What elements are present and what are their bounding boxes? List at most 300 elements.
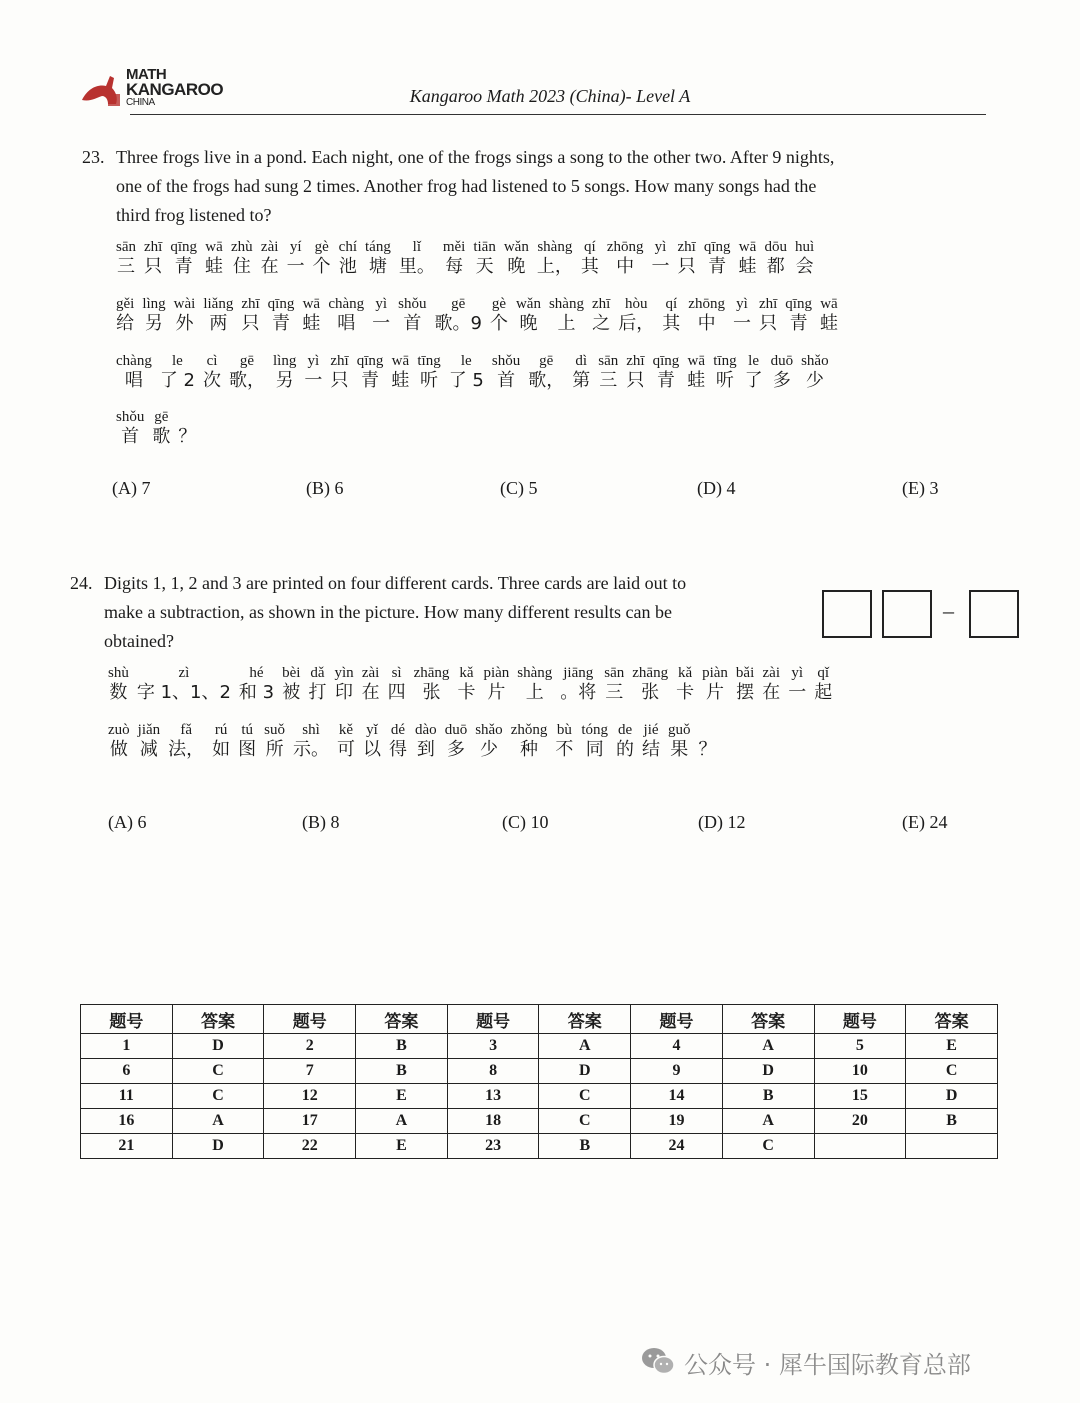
answer-cell: D (906, 1084, 998, 1109)
pinyin-syllable: tīng (417, 353, 441, 369)
pinyin-syllable: duō (770, 353, 794, 369)
question-number-cell: 17 (264, 1109, 356, 1134)
pinyin-unit (304, 352, 322, 392)
pinyin-unit (713, 352, 736, 392)
pinyin-unit (138, 721, 161, 761)
question-number-cell: 19 (631, 1109, 723, 1134)
digit-card (882, 590, 932, 638)
pinyin-unit (287, 238, 305, 278)
pinyin-unit (388, 664, 406, 704)
pinyin-line (116, 238, 996, 288)
question-text-line: Digits 1, 1, 2 and 3 are printed on four different cards. Three cards are laid out to (104, 573, 687, 593)
pinyin-syllable: gěi (116, 296, 135, 312)
pinyin-unit (699, 721, 717, 761)
hanzi-character: 如 (212, 739, 231, 760)
answer-cell: E (356, 1084, 448, 1109)
pinyin-syllable: tú (241, 722, 253, 738)
pinyin-unit (626, 352, 644, 392)
hanzi-character: 后， (618, 313, 655, 334)
pinyin-unit (116, 295, 134, 335)
pinyin-syllable: bèi (282, 665, 301, 681)
pinyin-unit (282, 664, 300, 704)
hanzi-character: 数 (109, 682, 128, 703)
hanzi-character: 池 (338, 256, 357, 277)
pinyin-syllable: qí (665, 296, 678, 312)
question-number-cell: 16 (81, 1109, 173, 1134)
pinyin-syllable: lìng (142, 296, 166, 312)
hanzi-character: 上 (525, 682, 544, 703)
pinyin-unit (560, 664, 596, 704)
pinyin-syllable: yì (736, 296, 748, 312)
pinyin-syllable (699, 721, 717, 739)
hanzi-character: 多 (772, 370, 791, 391)
hanzi-character: 第 (572, 370, 591, 391)
column-header: 答案 (356, 1005, 448, 1034)
hanzi-character: 。将 (560, 682, 597, 703)
hanzi-character: 歌， (528, 370, 565, 391)
hanzi-character: 做 (109, 739, 128, 760)
pinyin-syllable: shù (108, 665, 129, 681)
pinyin-syllable (178, 408, 196, 426)
pinyin-unit (490, 295, 508, 335)
question-number-cell: 21 (81, 1134, 173, 1159)
option-b[interactable]: (B) 8 (302, 812, 340, 832)
question-number-cell: 15 (814, 1084, 906, 1109)
pinyin-unit (592, 295, 610, 335)
pinyin-syllable: chí (338, 239, 357, 255)
pinyin-syllable: hòu (625, 296, 648, 312)
pinyin-syllable: wā (205, 239, 223, 255)
pinyin-unit (492, 352, 520, 392)
pinyin-unit (337, 721, 355, 761)
pinyin-syllable: fǎ (180, 722, 192, 738)
pinyin-unit (762, 664, 780, 704)
pinyin-unit (795, 238, 814, 278)
answer-cell: A (172, 1109, 264, 1134)
option-c[interactable]: (C) 5 (500, 478, 538, 498)
question-text-line: Three frogs live in a pond. Each night, one of the frogs sings a song to the other two. After 9 nights, (116, 147, 835, 167)
pinyin-unit (398, 295, 426, 335)
pinyin-syllable: dì (575, 353, 588, 369)
pinyin-unit (733, 295, 751, 335)
hanzi-character: 同 (585, 739, 604, 760)
pinyin-syllable: qīng (267, 296, 295, 312)
digit-card (822, 590, 872, 638)
pinyin-unit (618, 295, 654, 335)
pinyin-unit (765, 238, 788, 278)
column-header: 题号 (447, 1005, 539, 1034)
wechat-watermark (640, 1344, 1060, 1380)
pinyin-syllable: duō (444, 722, 468, 738)
pinyin-syllable: shǎo (801, 353, 829, 369)
pinyin-unit (203, 352, 221, 392)
option-e[interactable]: (E) 3 (902, 478, 939, 498)
question-number-cell: 24 (631, 1134, 723, 1159)
pinyin-syllable: hé (249, 665, 264, 681)
question-text-line: make a subtraction, as shown in the picture. How many different results can be (104, 602, 673, 622)
hanzi-character: 一 (651, 256, 670, 277)
hanzi-character: 其 (662, 313, 681, 334)
hanzi-character: 一 (732, 313, 751, 334)
pinyin-unit (308, 664, 326, 704)
pinyin-unit (687, 352, 705, 392)
pinyin-syllable: qīng (356, 353, 384, 369)
hanzi-character: 都 (766, 256, 785, 277)
pinyin-unit (801, 352, 829, 392)
pinyin-unit (445, 721, 468, 761)
answer-cell: B (356, 1059, 448, 1084)
hanzi-character: 另 (145, 313, 163, 334)
pinyin-syllable: dǎ (310, 665, 325, 681)
pinyin-syllable: dé (390, 722, 406, 738)
pinyin-syllable: suǒ (264, 722, 286, 738)
column-header: 答案 (539, 1005, 631, 1034)
answer-cell: C (906, 1059, 998, 1084)
pinyin-unit (516, 295, 541, 335)
hanzi-character: 中 (697, 313, 716, 334)
column-header: 答案 (722, 1005, 814, 1034)
hanzi-character: 两 (209, 313, 228, 334)
pinyin-syllable: yì (307, 353, 320, 369)
pinyin-syllable: rú (214, 722, 228, 738)
logo-line-kangaroo: KANGAROO (126, 80, 224, 99)
answer-cell: A (356, 1109, 448, 1134)
pinyin-unit (108, 664, 129, 704)
pinyin-syllable: shàng (537, 239, 573, 255)
column-header: 答案 (172, 1005, 264, 1034)
math-kangaroo-logo (78, 66, 228, 112)
hanzi-character: 一 (788, 682, 807, 703)
pinyin-unit (739, 238, 757, 278)
answer-cell: C (722, 1134, 814, 1159)
pinyin-syllable: shǎo (475, 722, 503, 738)
option-a[interactable]: (A) 6 (108, 812, 147, 832)
pinyin-unit (572, 352, 590, 392)
hanzi-character: 首 (497, 370, 516, 391)
pinyin-syllable: zhī (144, 239, 163, 255)
hanzi-character: 在 (361, 682, 380, 703)
question-number-cell: 3 (447, 1034, 539, 1059)
hanzi-character: 歌 (152, 426, 171, 447)
hanzi-character: ？ (698, 739, 717, 760)
pinyin-syllable: wā (391, 353, 410, 369)
pinyin-syllable: de (617, 722, 633, 738)
column-header: 题号 (264, 1005, 356, 1034)
hanzi-character: 蛙 (687, 370, 706, 391)
pinyin-line (116, 408, 996, 458)
pinyin-syllable: měi (442, 239, 466, 255)
pinyin-unit (473, 238, 496, 278)
answer-cell (906, 1134, 998, 1159)
pinyin-unit (144, 238, 162, 278)
hanzi-character: 的 (616, 739, 635, 760)
hanzi-character: 四 (387, 682, 406, 703)
pinyin-unit (178, 408, 196, 448)
question-number-cell: 2 (264, 1034, 356, 1059)
pinyin-unit (607, 238, 644, 278)
pinyin-unit (443, 238, 466, 278)
hanzi-character: 住 (232, 256, 251, 277)
table-row (81, 1034, 998, 1059)
answer-cell: A (722, 1034, 814, 1059)
question-number-cell: 4 (631, 1034, 723, 1059)
hanzi-character: 多 (446, 739, 465, 760)
pinyin-unit (362, 664, 380, 704)
pinyin-unit (820, 295, 838, 335)
table-header-row (81, 1005, 998, 1034)
hanzi-character: 蛙 (391, 370, 410, 391)
table-row (81, 1084, 998, 1109)
pinyin-unit (704, 238, 731, 278)
pinyin-syllable: shǒu (398, 296, 427, 312)
hanzi-character: 少 (479, 739, 498, 760)
pinyin-unit (417, 352, 440, 392)
answer-cell: C (172, 1084, 264, 1109)
hanzi-character: 可 (337, 739, 356, 760)
pinyin-unit (261, 238, 279, 278)
pinyin-unit (293, 721, 329, 761)
pinyin-unit (231, 238, 253, 278)
answer-cell: A (539, 1034, 631, 1059)
pinyin-syllable: zì (178, 665, 190, 681)
hanzi-character: 唱 (337, 313, 356, 334)
pinyin-unit (264, 721, 285, 761)
pinyin-syllable: gē (451, 296, 466, 312)
pinyin-syllable: zhī (626, 353, 645, 369)
pinyin-syllable: gè (314, 239, 329, 255)
pinyin-unit (745, 352, 763, 392)
hanzi-character: 图 (238, 739, 257, 760)
question-text-line: obtained? (104, 631, 174, 651)
hanzi-character: 给 (116, 313, 135, 334)
pinyin-unit (581, 238, 599, 278)
pinyin-syllable: qīng (170, 239, 197, 255)
pinyin-unit (142, 295, 165, 335)
pinyin-syllable: sān (604, 665, 625, 681)
pinyin-unit (653, 352, 680, 392)
pinyin-unit (702, 664, 728, 704)
pinyin-syllable: le (172, 353, 183, 369)
pinyin-unit (668, 721, 691, 761)
watermark-text: 公众号 · 犀牛国际教育总部 (684, 1351, 971, 1379)
hanzi-character: 里。 (398, 256, 435, 277)
pinyin-syllable: sì (391, 665, 402, 681)
pinyin-unit (483, 664, 509, 704)
pinyin-unit (391, 352, 409, 392)
option-d[interactable]: (D) 4 (697, 478, 736, 498)
pinyin-unit (116, 408, 144, 448)
hanzi-character: 只 (677, 256, 696, 277)
option-c[interactable]: (C) 10 (502, 812, 549, 832)
pinyin-line (116, 295, 996, 345)
pinyin-unit (239, 664, 274, 704)
hanzi-character: 蛙 (738, 256, 757, 277)
table-row (81, 1059, 998, 1084)
pinyin-unit (662, 295, 680, 335)
logo-line-china: CHINA (126, 97, 155, 108)
pinyin-syllable: shǒu (491, 353, 521, 369)
pinyin-syllable: zhōng (606, 239, 644, 255)
hanzi-character: 只 (330, 370, 349, 391)
question-number-cell: 13 (447, 1084, 539, 1109)
hanzi-character: 只 (144, 256, 163, 277)
pinyin-unit (688, 295, 725, 335)
pinyin-syllable: zhōng (688, 296, 725, 312)
pinyin-syllable: le (460, 353, 472, 369)
pinyin-unit (229, 352, 265, 392)
hanzi-character: 在 (762, 682, 781, 703)
pinyin-syllable: wā (738, 239, 757, 255)
hanzi-character: 个 (312, 256, 331, 277)
pinyin-syllable: yì (654, 239, 667, 255)
pinyin-syllable: qīng (785, 296, 812, 312)
hanzi-character: 晚 (507, 256, 526, 277)
pinyin-syllable: huì (795, 239, 815, 255)
hanzi-character: 只 (241, 313, 260, 334)
pinyin-unit (372, 295, 390, 335)
pinyin-unit (313, 238, 331, 278)
question-number-cell (814, 1134, 906, 1159)
hanzi-character: 只 (626, 370, 645, 391)
hanzi-character: 被 (282, 682, 301, 703)
pinyin-unit (415, 721, 437, 761)
pinyin-syllable: yí (289, 239, 302, 255)
pinyin-syllable: yì (375, 296, 387, 312)
hanzi-character: 一 (372, 313, 391, 334)
pinyin-syllable: wài (173, 296, 196, 312)
hanzi-character: 和 3 (238, 682, 275, 703)
pinyin-syllable: táng (365, 239, 391, 255)
question-24-options (0, 812, 1080, 842)
option-b[interactable]: (B) 6 (306, 478, 344, 498)
pinyin-syllable: chàng (116, 353, 152, 369)
pinyin-syllable: shàng (548, 296, 584, 312)
digit-card (969, 590, 1019, 638)
pinyin-syllable: zài (361, 665, 380, 681)
hanzi-character: 少 (805, 370, 824, 391)
logo-line-math: MATH (126, 66, 167, 83)
hanzi-character: 个 (489, 313, 508, 334)
answer-cell: B (539, 1134, 631, 1159)
question-number-cell: 23 (447, 1134, 539, 1159)
option-e[interactable]: (E) 24 (902, 812, 948, 832)
hanzi-character: 晚 (519, 313, 538, 334)
hanzi-character: 三 (605, 682, 624, 703)
pinyin-unit (160, 352, 195, 392)
option-a[interactable]: (A) 7 (112, 478, 151, 498)
pinyin-unit (604, 664, 624, 704)
pinyin-unit (399, 238, 435, 278)
pinyin-unit (814, 664, 832, 704)
pinyin-unit (549, 295, 584, 335)
pinyin-syllable: yì (791, 665, 804, 681)
question-number-cell: 10 (814, 1059, 906, 1084)
pinyin-unit (736, 664, 754, 704)
column-header: 答案 (906, 1005, 998, 1034)
question-number-cell: 1 (81, 1034, 173, 1059)
pinyin-syllable: zuò (108, 722, 130, 738)
pinyin-unit (212, 721, 230, 761)
pinyin-syllable: zài (762, 665, 780, 681)
question-number-cell: 8 (447, 1059, 539, 1084)
pinyin-unit (168, 721, 204, 761)
pinyin-unit (302, 295, 320, 335)
answer-cell: D (172, 1134, 264, 1159)
hanzi-character: 歌。9 (434, 313, 482, 334)
hanzi-character: 卡 (457, 682, 476, 703)
answer-cell: B (906, 1109, 998, 1134)
pinyin-unit (517, 664, 552, 704)
hanzi-character: 只 (759, 313, 778, 334)
pinyin-unit (328, 295, 364, 335)
pinyin-unit (457, 664, 475, 704)
option-d[interactable]: (D) 12 (698, 812, 746, 832)
pinyin-unit (357, 352, 384, 392)
question-23 (82, 143, 982, 230)
pinyin-line (108, 664, 988, 714)
hanzi-character: 青 (789, 313, 808, 334)
pinyin-syllable: bǎi (735, 665, 755, 681)
pinyin-syllable: kǎ (459, 665, 474, 681)
pinyin-unit (555, 721, 573, 761)
pinyin-syllable: zài (260, 239, 279, 255)
pinyin-unit (152, 408, 170, 448)
pinyin-syllable: kǎ (678, 665, 693, 681)
hanzi-character: 青 (174, 256, 193, 277)
answer-cell: D (722, 1059, 814, 1084)
hanzi-character: 示。 (293, 739, 330, 760)
wechat-icon (640, 1346, 676, 1376)
answer-cell: B (722, 1084, 814, 1109)
pinyin-unit (205, 238, 223, 278)
pinyin-unit (241, 295, 259, 335)
page-title: Kangaroo Math 2023 (China)- Level A (409, 86, 691, 106)
pinyin-syllable: tīng (713, 353, 737, 369)
hanzi-character: 印 (335, 682, 354, 703)
pinyin-unit (414, 664, 450, 704)
pinyin-syllable: piàn (483, 665, 510, 681)
question-number-cell: 6 (81, 1059, 173, 1084)
pinyin-unit (273, 352, 296, 392)
hanzi-character: 蛙 (302, 313, 321, 334)
hanzi-character: 打 (308, 682, 327, 703)
column-header: 题号 (814, 1005, 906, 1034)
question-number-cell: 12 (264, 1084, 356, 1109)
pinyin-syllable: qīng (703, 239, 731, 255)
hanzi-character: 青 (708, 256, 727, 277)
pinyin-unit (238, 721, 256, 761)
pinyin-syllable: kě (338, 722, 354, 738)
hanzi-character: 蛙 (205, 256, 223, 277)
pinyin-unit (170, 238, 197, 278)
question-text-line: third frog listened to? (116, 205, 272, 225)
answer-cell: C (539, 1109, 631, 1134)
hanzi-character: 次 (203, 370, 222, 391)
pinyin-syllable: wǎn (503, 239, 529, 255)
pinyin-syllable: wā (687, 353, 705, 369)
hanzi-character: 起 (814, 682, 833, 703)
hanzi-character: 种 (520, 739, 539, 760)
pinyin-syllable: shàng (517, 665, 553, 681)
kangaroo-logo-icon (78, 70, 122, 108)
hanzi-character: 张 (641, 682, 660, 703)
hanzi-character: 上 (557, 313, 576, 334)
header-divider (130, 114, 986, 115)
pinyin-syllable: le (748, 353, 759, 369)
answer-cell: E (356, 1134, 448, 1159)
pinyin-unit (449, 352, 484, 392)
hanzi-character: 了 (744, 370, 763, 391)
